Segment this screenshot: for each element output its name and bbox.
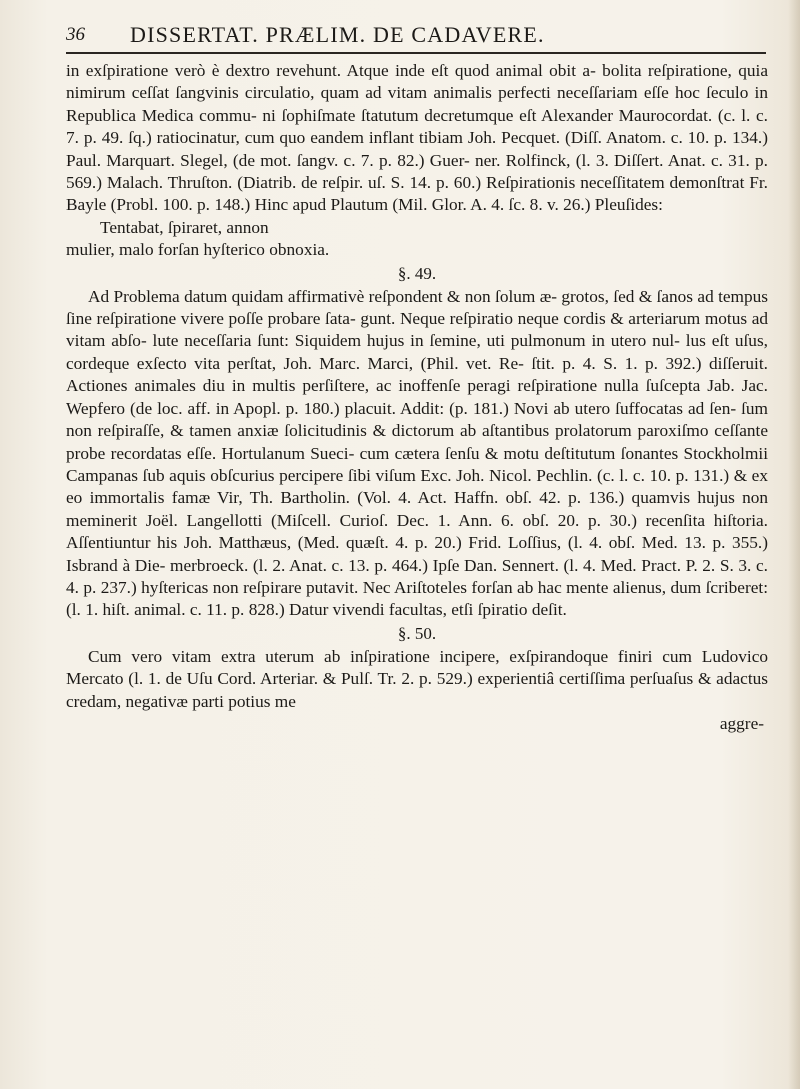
paragraph-50: Cum vero vitam extra uterum ab inſpiratione incipere, exſpirandoque finiri cum Ludovico Mercato (l. 1. de Uſu Cord. Arteriar. & Pulſ. Tr. 2. p. 529.) experientiâ certiſſima perſuaſus & adactus credam, negativæ parti potius me bbox=[66, 646, 768, 711]
section-heading-50: §. 50. bbox=[397, 623, 437, 643]
paragraph-1: in exſpiratione verò è dextro revehunt. Atque inde eſt quod animal obit a- bolita reſpiratione, quia nimirum ceſſat ſangvinis circulatio, quam ad vitam animalis perfecti neceſſariam eſſe hoc ſeculo in Republica Medica commu- ni ſophiſmate ſtatutum decretumque eſt Alexander Maurocordat. (c. l. c. 7. p. 49. ſq.) ratiocinatur, cum quo eandem inflant tibiam Joh. Pecquet. (Diſſ. Anatom. c. 10. p. 134.) Paul. Marquart. Slegel, (de mot. ſangv. c. 7. p. 82.) Guer- ner. Rolfinck, (l. 3. Diſſert. Anat. c. 31. p. 569.) Malach. Thruſton. (Diatrib. de reſpir. uſ. S. 14. p. 60.) Reſpirationis neceſſitatem demonſtrat Fr. Bayle (Probl. 100. p. 148.) Hinc apud Plautum (Mil. Glor. A. 4. ſc. 8. v. 26.) Pleuſides: bbox=[66, 61, 768, 215]
section-heading-49: §. 49. bbox=[397, 263, 437, 283]
page-edge-shadow bbox=[788, 0, 800, 1089]
header-rule bbox=[66, 52, 766, 54]
paragraph-49: Ad Problema datum quidam affirmativè reſpondent & non ſolum æ- grotos, ſed & ſanos ad tempus ſine reſpiratione vivere poſſe probare ſata- gunt. Neque reſpiratio neque cordis & arteriarum motus ad vitam abſo- lute neceſſaria ſunt: Siquidem hujus in ſemine, uti pulmonum in utero nul- lus eſt uſus, cordeque exſecto vita perſtat, Joh. Marc. Marci, (Phil. vet. Re- ſtit. p. 4. S. 1. p. 392.) diſſeruit. Actiones animales diu in multis perſiſtere, ac inoffenſe peragi reſpiratione nulla ſuſcepta Jab. Jac. Wepfero (de loc. aff. in Apopl. p. 180.) placuit. Addit: (p. 181.) Novi ab utero ſuffocatas ad ſen- ſum non reſpiraſſe, & tamen anxiæ ſolicitudinis & dictorum ab aſtantibus prolatorum paroxiſmo ceſſante probe recordatas eſſe. Hortulanum Sueci- cum cætera ſenſu & motu deſtitutum ſonantes Stockholmii Campanas ſub aquis obſcurius percipere ſibi viſum Exc. Joh. Nicol. Pechlin. (c. l. c. 10. p. 131.) & ex eo immortalis famæ Vir, Th. Bartholin. (Vol. 4. Act. Haffn. obſ. 42. p. 136.) quamvis hujus non meminerit Joël. Langellotti (Miſcell. Curioſ. Dec. 1. Ann. 6. obſ. 20. p. 30.) recenſita hiſtoria. Aſſentiuntur his Joh. Matthæus, (Med. quæſt. 4. p. 20.) Frid. Loſſius, (l. 4. obſ. Med. 13. p. 355.) Isbrand à Die- merbroeck. (l. 2. Anat. c. 13. p. 464.) Ipſe Dan. Sennert. (l. 4. Med. Pract. P. 2. S. 3. c. 4. p. 237.) hyſtericas non reſpirare putavit. Nec Ariſtoteles forſan ab hac mente alienus, dum ſcriberet: (l. 1. hiſt. animal. c. 11. p. 828.) Datur vivendi facultas, etſi ſpiratio deſit. bbox=[66, 286, 768, 620]
paragraph-quote-continuation: mulier, malo forſan hyſterico obnoxia. bbox=[66, 240, 330, 260]
page-number: 36 bbox=[66, 24, 85, 45]
running-head: DISSERTAT. PRÆLIM. DE CADAVERE. bbox=[130, 22, 545, 47]
catchword: aggre- bbox=[719, 713, 764, 733]
plautus-quote: Tentabat, ſpiraret, annon bbox=[100, 217, 269, 237]
body-text bbox=[66, 60, 768, 735]
page-header bbox=[66, 20, 766, 50]
